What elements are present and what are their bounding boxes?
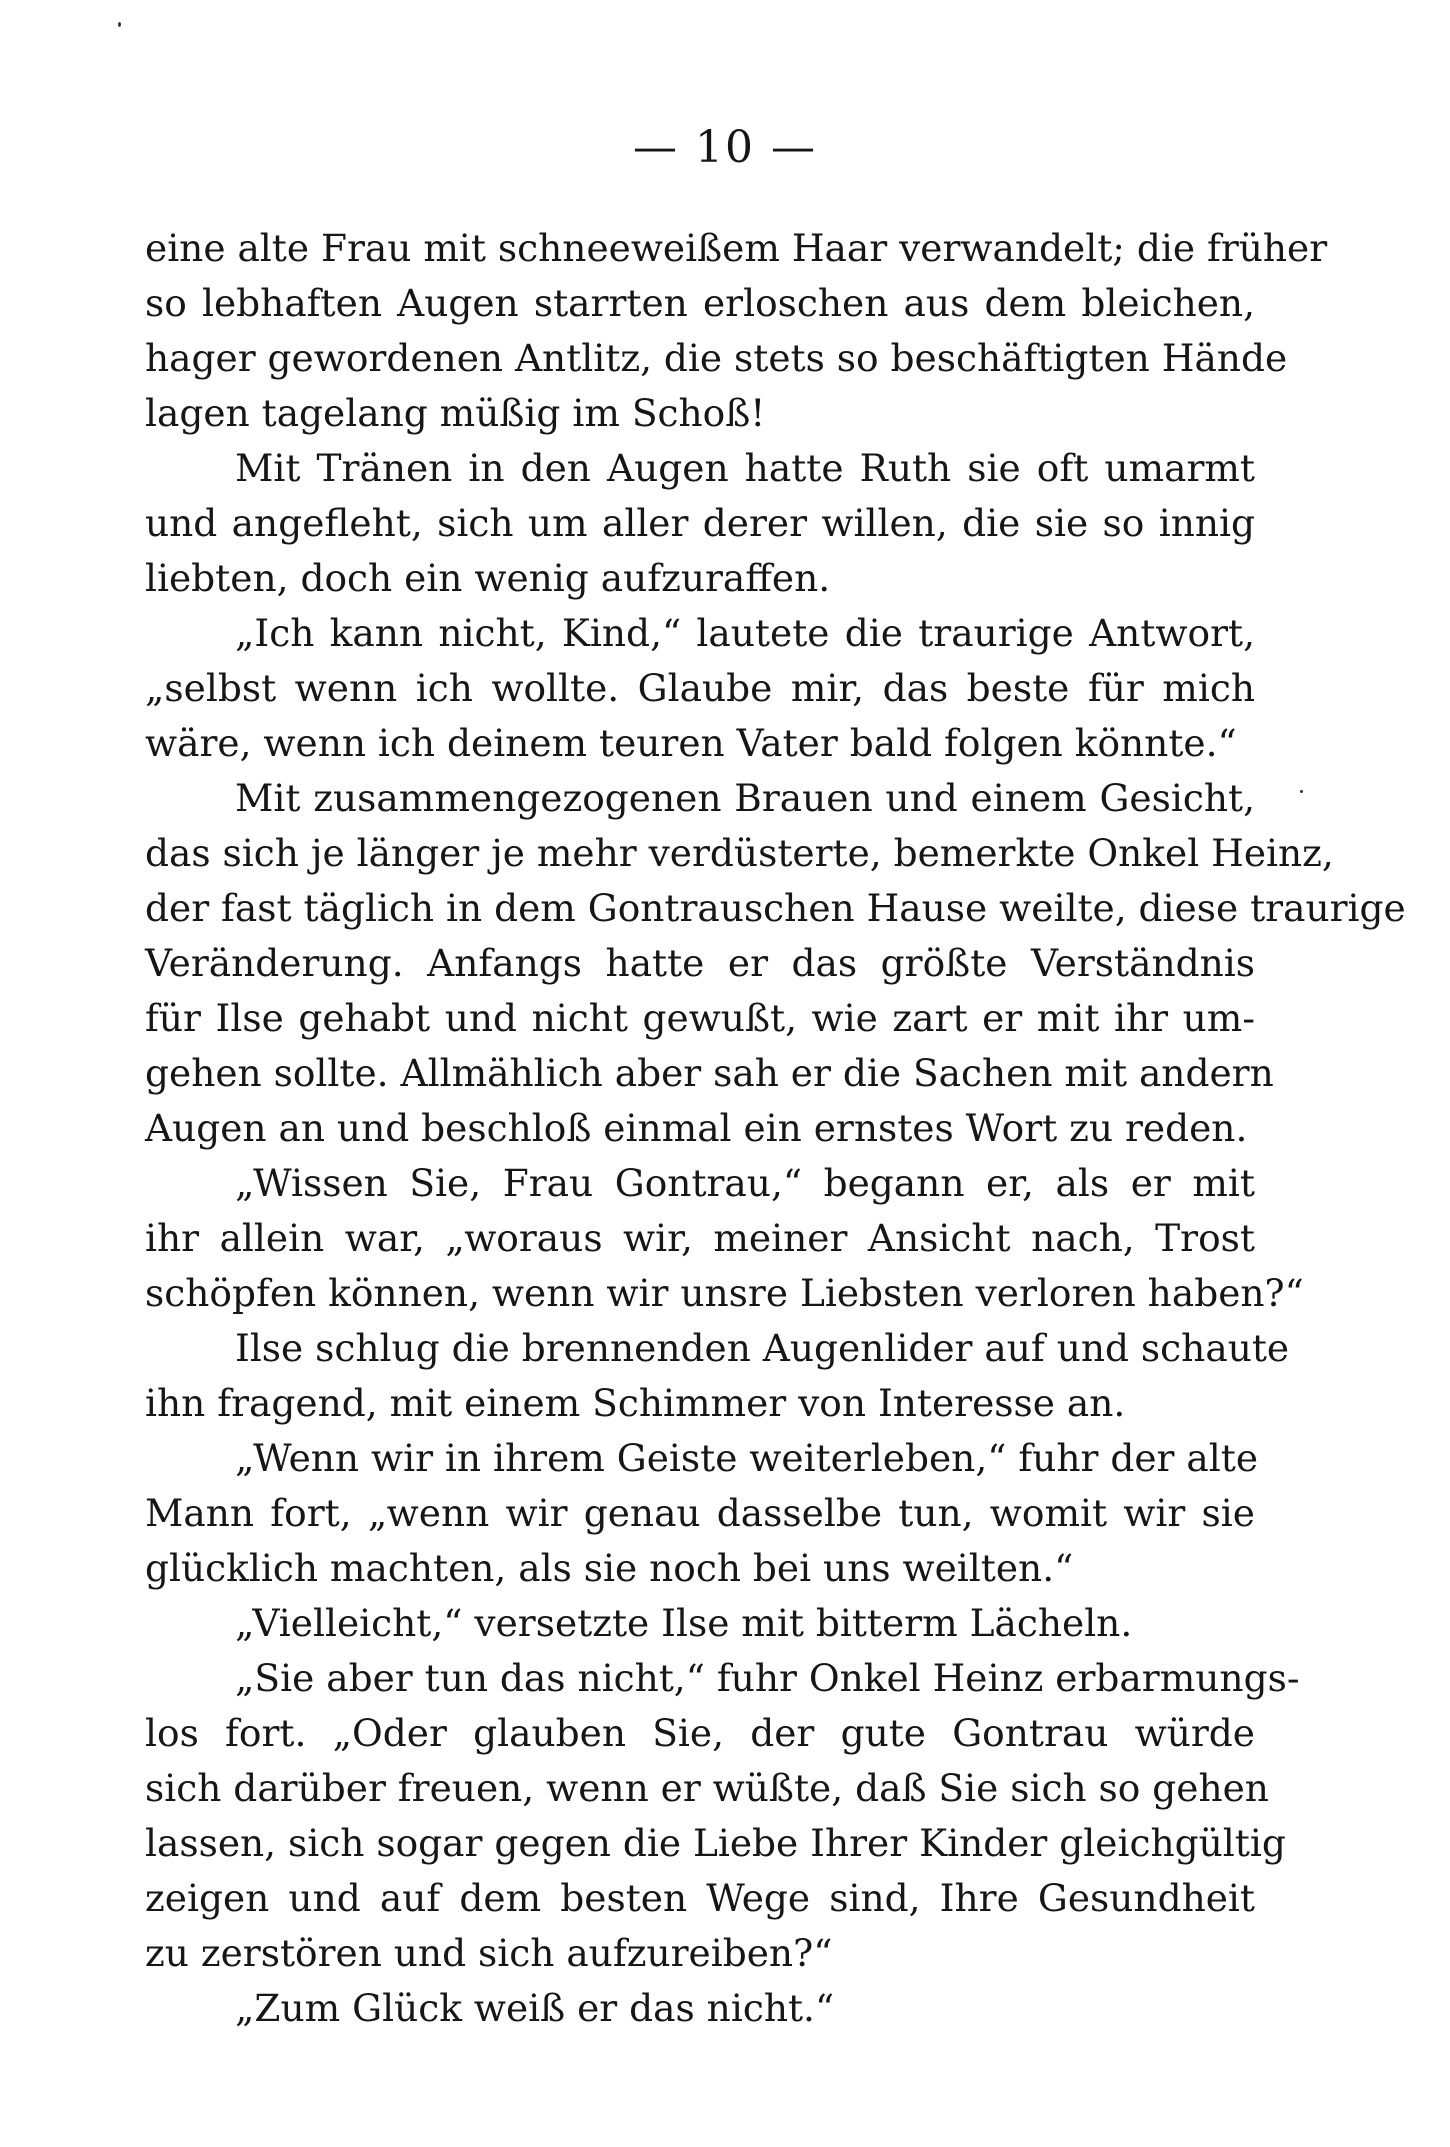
body-text xyxy=(145,221,1406,2036)
text-line: der fast täglich in dem Gontrauschen Hause weilte, diese traurige xyxy=(145,886,1406,930)
text-line: wäre, wenn ich deinem teuren Vater bald folgen könnte.“ xyxy=(145,721,1237,765)
text-line: gehen sollte. Allmählich aber sah er die Sachen mit andern xyxy=(145,1051,1274,1095)
text-line: schöpfen können, wenn wir unsre Liebsten verloren haben?“ xyxy=(145,1271,1304,1315)
text-line: „selbst wenn ich wollte. Glaube mir, das beste für mich xyxy=(145,666,1255,710)
text-line: lassen, sich sogar gegen die Liebe Ihrer Kinder gleichgültig xyxy=(145,1821,1286,1865)
text-line: das sich je länger je mehr verdüsterte, bemerkte Onkel Heinz, xyxy=(145,831,1334,875)
print-speck xyxy=(1300,790,1303,793)
text-line: sich darüber freuen, wenn er wüßte, daß Sie sich so gehen xyxy=(145,1766,1269,1810)
text-line: hager gewordenen Antlitz, die stets so beschäftigten Hände xyxy=(145,336,1288,380)
text-line: los fort. „Oder glauben Sie, der gute Gontrau würde xyxy=(145,1711,1255,1755)
text-line: Ilse schlug die brennenden Augenlider auf und schaute xyxy=(235,1326,1290,1370)
text-line: „Sie aber tun das nicht,“ fuhr Onkel Heinz erbarmungs- xyxy=(235,1656,1300,1700)
text-line: Mann fort, „wenn wir genau dasselbe tun, womit wir sie xyxy=(145,1491,1255,1535)
text-line: für Ilse gehabt und nicht gewußt, wie zart er mit ihr um- xyxy=(145,996,1255,1040)
text-line: liebten, doch ein wenig aufzuraffen. xyxy=(145,556,831,600)
text-line: ihr allein war, „woraus wir, meiner Ansicht nach, Trost xyxy=(145,1216,1255,1260)
print-speck xyxy=(118,22,121,27)
text-line: zu zerstören und sich aufzureiben?“ xyxy=(145,1931,833,1975)
text-line: „Vielleicht,“ versetzte Ilse mit bitterm Lächeln. xyxy=(235,1601,1133,1645)
text-line: glücklich machten, als sie noch bei uns weilten.“ xyxy=(145,1546,1074,1590)
text-line: lagen tagelang müßig im Schoß! xyxy=(145,391,766,435)
text-line: Mit zusammengezogenen Brauen und einem Gesicht, xyxy=(235,776,1255,820)
text-line: „Wenn wir in ihrem Geiste weiterleben,“ fuhr der alte xyxy=(235,1436,1259,1480)
text-line: und angefleht, sich um aller derer willen, die sie so innig xyxy=(145,501,1255,545)
text-line: „Zum Glück weiß er das nicht.“ xyxy=(235,1986,835,2030)
text-line: zeigen und auf dem besten Wege sind, Ihre Gesundheit xyxy=(145,1876,1255,1920)
text-line: „Wissen Sie, Frau Gontrau,“ begann er, als er mit xyxy=(235,1161,1255,1205)
page-number: — 10 — xyxy=(633,122,817,173)
text-line: Mit Tränen in den Augen hatte Ruth sie oft umarmt xyxy=(235,446,1255,490)
text-line: Augen an und beschloß einmal ein ernstes Wort zu reden. xyxy=(145,1106,1248,1150)
text-line: ihn fragend, mit einem Schimmer von Interesse an. xyxy=(145,1381,1126,1425)
text-line: so lebhaften Augen starrten erloschen aus dem bleichen, xyxy=(145,281,1255,325)
text-line: „Ich kann nicht, Kind,“ lautete die traurige Antwort, xyxy=(235,611,1255,655)
text-line: eine alte Frau mit schneeweißem Haar verwandelt; die früher xyxy=(145,226,1328,270)
text-line: Veränderung. Anfangs hatte er das größte Verständnis xyxy=(145,941,1255,985)
